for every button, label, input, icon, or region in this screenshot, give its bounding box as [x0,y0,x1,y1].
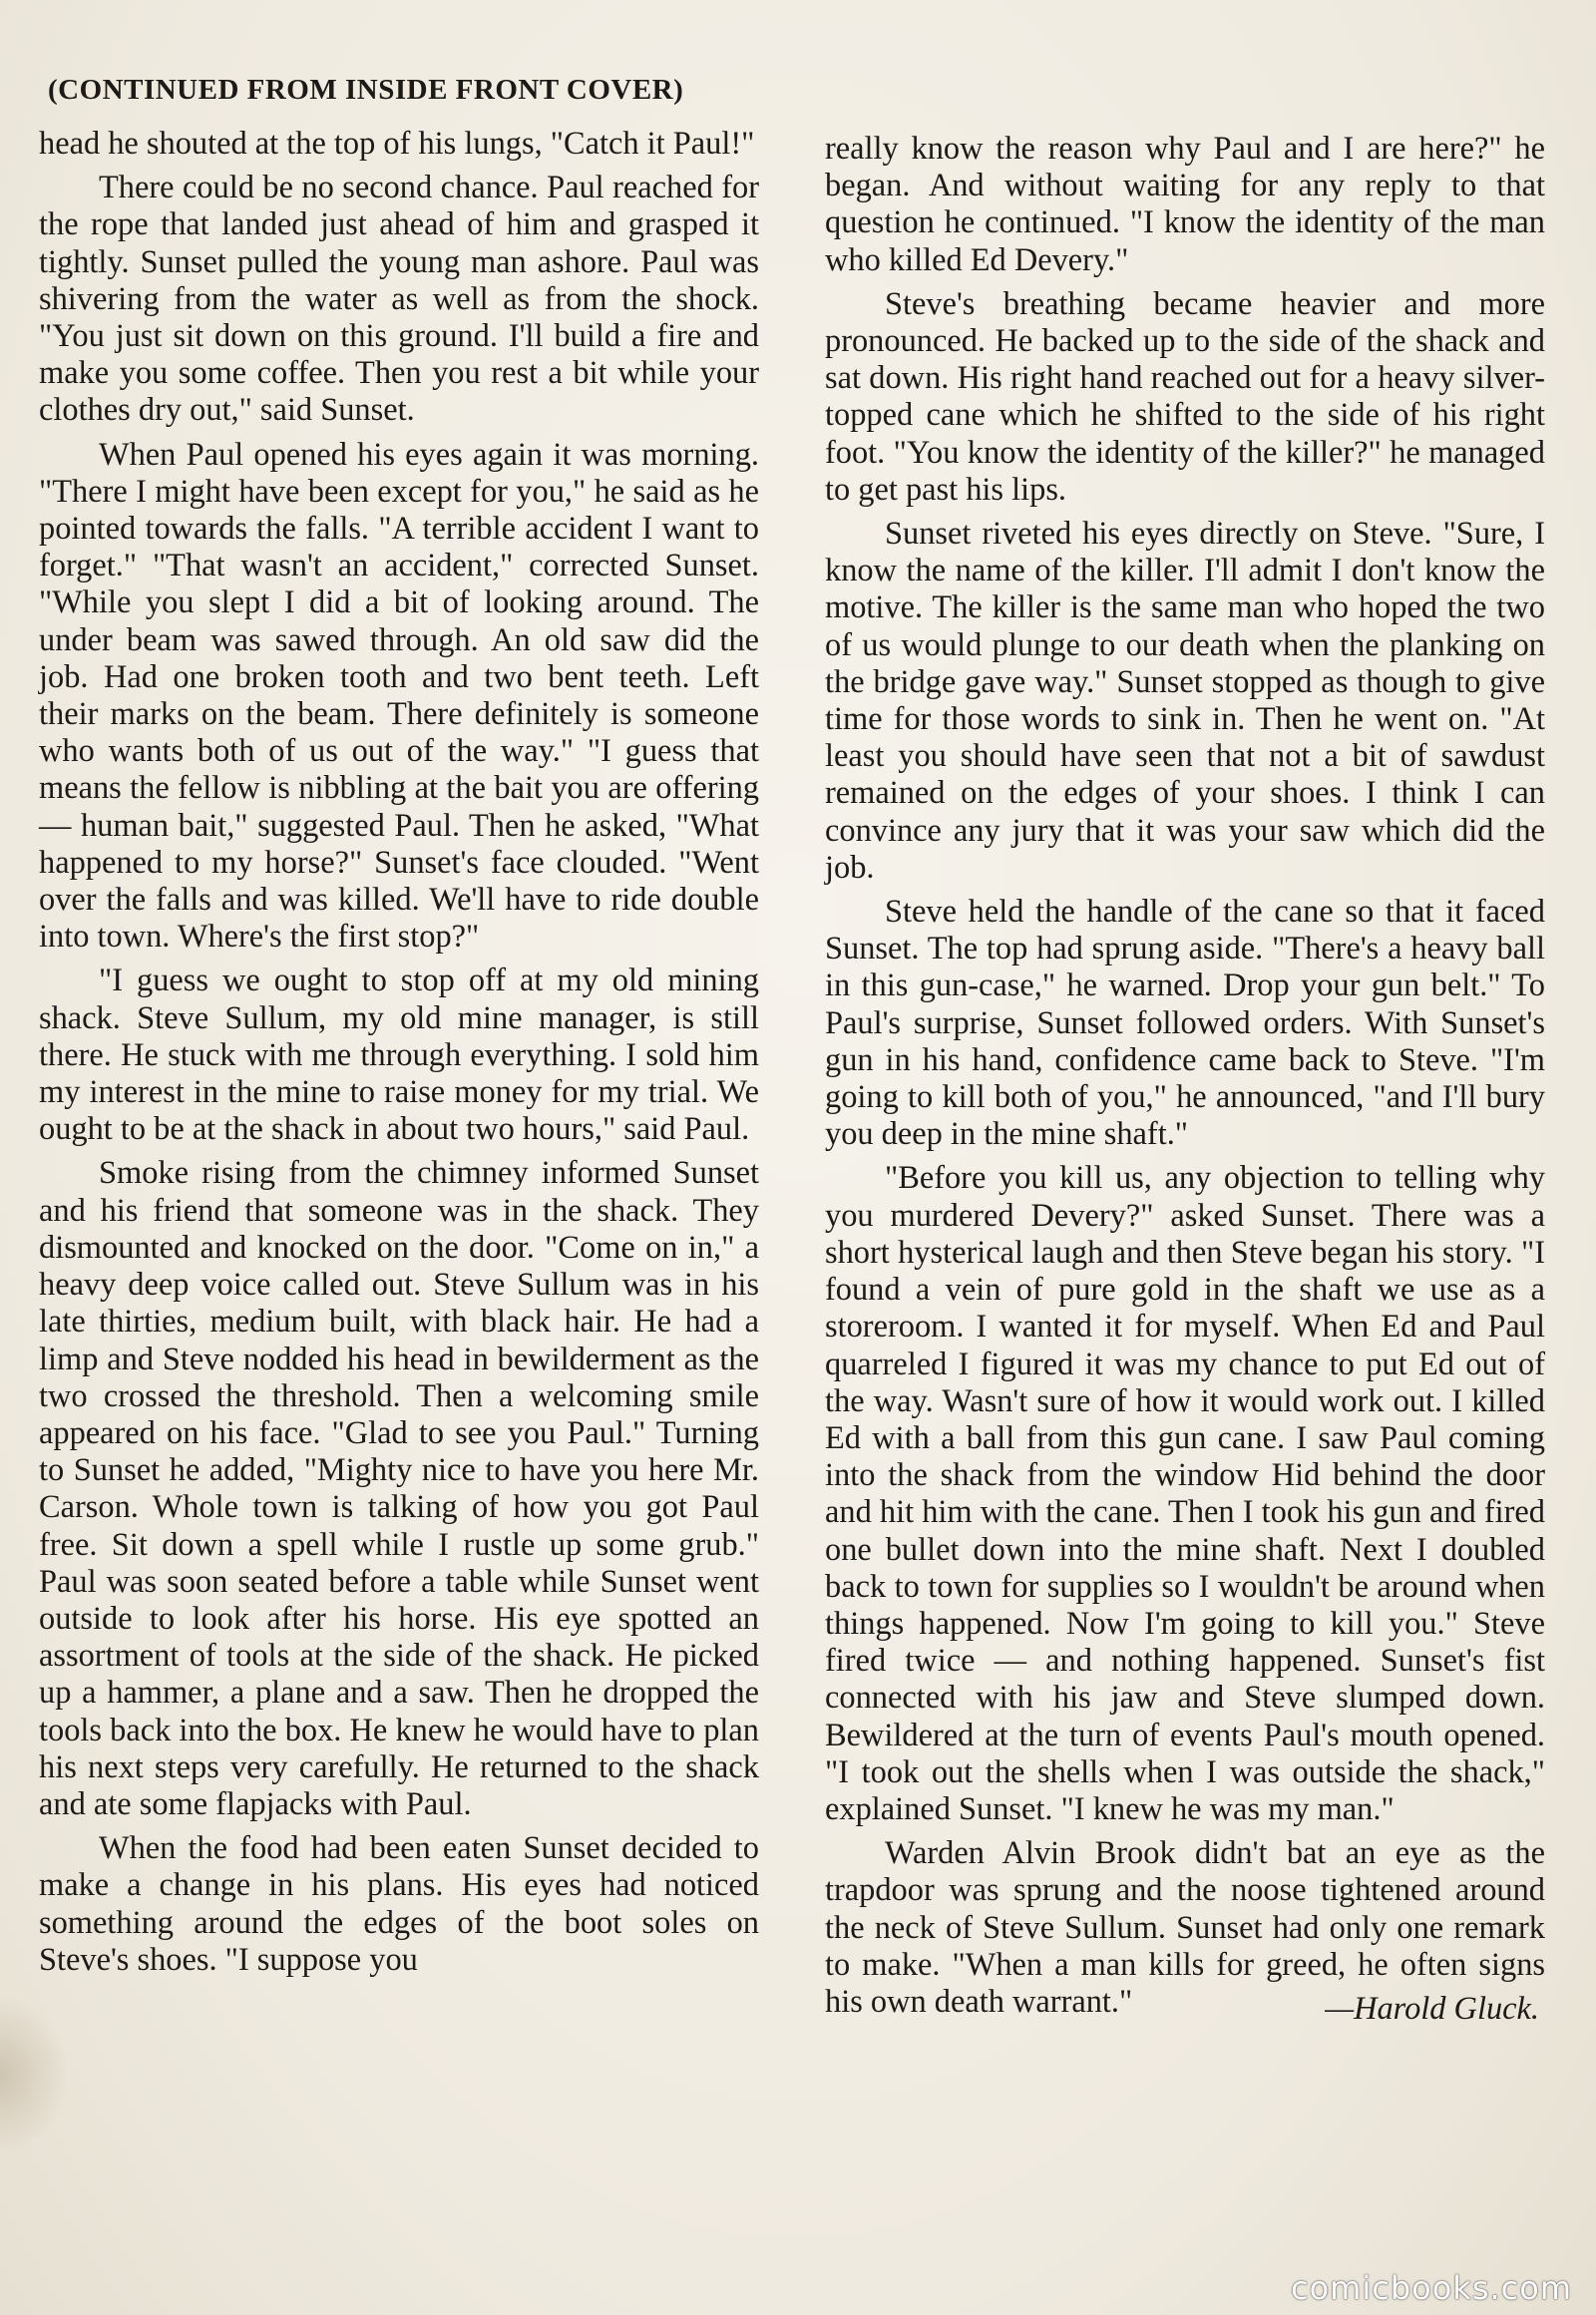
right-column [825,131,1545,2028]
site-watermark: comicbooks.com [1290,2269,1572,2307]
paragraph: "I guess we ought to stop off at my old mining shack. Steve Sullum, my old mine manager, is still there. He stuck with me through everything. I sold him my interest in the mine to raise money for my trial. We ought to be at the shack in about two hours," said Paul. [39,963,759,1148]
paragraph: Warden Alvin Brook didn't bat an eye as the trapdoor was sprung and the noose tightened around the neck of Steve Sullum. Sunset had only one remark to make. "When a man kills for greed, he often signs his own death warrant." [825,1835,1545,2020]
paragraph: really know the reason why Paul and I are here?" he began. And without waiting for any reply to that question he continued. "I know the identity of the man who killed Ed Devery." [825,131,1545,278]
paragraph: head he shouted at the top of his lungs, "Catch it Paul!" [39,126,755,162]
left-column [39,126,759,1986]
page-stain [0,1995,70,2154]
paragraph: When the food had been eaten Sunset decided to make a change in his plans. His eyes had noticed something around the edges of the boot soles on Steve's shoes. "I suppose you [39,1830,759,1978]
author-signature: —Harold Gluck. [1325,1991,1539,2028]
paragraph: Smoke rising from the chimney informed Sunset and his friend that someone was in the shack. They dismounted and knocked on the door. "Come on in," a heavy deep voice called out. Steve Sullum was in his late thirties, medium built, with black hair. He had a limp and Steve nodded his head in bewilderment as the two crossed the threshold. Then a welcoming smile appeared on his face. "Glad to see you Paul." Turning to Sunset he added, "Mighty nice to have you here Mr. Carson. Whole town is talking of how you got Paul free. Sit down a spell while I rustle up some grub." Paul was soon seated before a table while Sunset went outside to look after his horse. His eye spotted an assortment of tools at the side of the shack. He picked up a hammer, a plane and a saw. Then he dropped the tools back into the box. He knew he would have to plan his next steps very carefully. He returned to the shack and ate some flapjacks with Paul. [39,1155,759,1822]
paragraph: There could be no second chance. Paul reached for the rope that landed just ahead of him and grasped it tightly. Sunset pulled the young man ashore. Paul was shivering from the water as well as from the shock. "You just sit down on this ground. I'll build a fire and make you some coffee. Then you rest a bit while your clothes dry out," said Sunset. [39,170,759,429]
paragraph: When Paul opened his eyes again it was morning. "There I might have been except for you," he said as he pointed towards the falls. "A terrible accident I want to forget." "That wasn't an accident," corrected Sunset. "While you slept I did a bit of looking around. The under beam was sawed through. An old saw did the job. Had one broken tooth and two bent teeth. Left their marks on the beam. There definitely is someone who wants both of us out of the way." "I guess that means the fellow is nibbling at the bait you are offering — human bait," suggested Paul. Then he asked, "What happened to my horse?" Sunset's face clouded. "Went over the falls and was killed. We'll have to ride double into town. Where's the first stop?" [39,436,759,956]
paragraph: Steve's breathing became heavier and more pronounced. He backed up to the side of the shack and sat down. His right hand reached out for a heavy silver-topped cane which he shifted to the side of his right foot. "You know the identity of the killer?" he managed to get past his lips. [825,285,1545,508]
continuation-header: (CONTINUED FROM INSIDE FRONT COVER) [48,74,684,106]
paragraph: Steve held the handle of the cane so that it faced Sunset. The top had sprung aside. "There's a heavy ball in this gun-case," he warned. Drop your gun belt." To Paul's surprise, Sunset followed orders. With Sunset's gun in his hand, confidence came back to Steve. "I'm going to kill both of you," he announced, "and I'll bury you deep in the mine shaft." [825,894,1545,1153]
paragraph: "Before you kill us, any objection to telling why you murdered Devery?" asked Sunset. There was a short hysterical laugh and then Steve began his story. "I found a vein of pure gold in the shaft we use as a storeroom. I wanted it for myself. When Ed and Paul quarreled I figured it was my chance to put Ed out of the way. Wasn't sure of how it would work out. I killed Ed with a ball from this gun cane. I saw Paul coming into the shack from the window Hid behind the door and hit him with the cane. Then I took his gun and fired one bullet down into the mine shaft. Next I doubled back to town for supplies so I wouldn't be around when things happened. Now I'm going to kill you." Steve fired twice — and nothing happened. Sunset's fist connected with his jaw and Steve slumped down. Bewildered at the turn of events Paul's mouth opened. "I took out the shells when I was outside the shack," explained Sunset. "I knew he was my man." [825,1160,1545,1827]
paragraph: Sunset riveted his eyes directly on Steve. "Sure, I know the name of the killer. I'll admit I don't know the motive. The killer is the same man who hoped the two of us would plunge to our death when the planking on the bridge gave way." Sunset stopped as though to give time for those words to sink in. Then he went on. "At least you should have seen that not a bit of sawdust remained on the edges of your shoes. I think I can convince any jury that it was your saw which did the job. [825,516,1545,886]
